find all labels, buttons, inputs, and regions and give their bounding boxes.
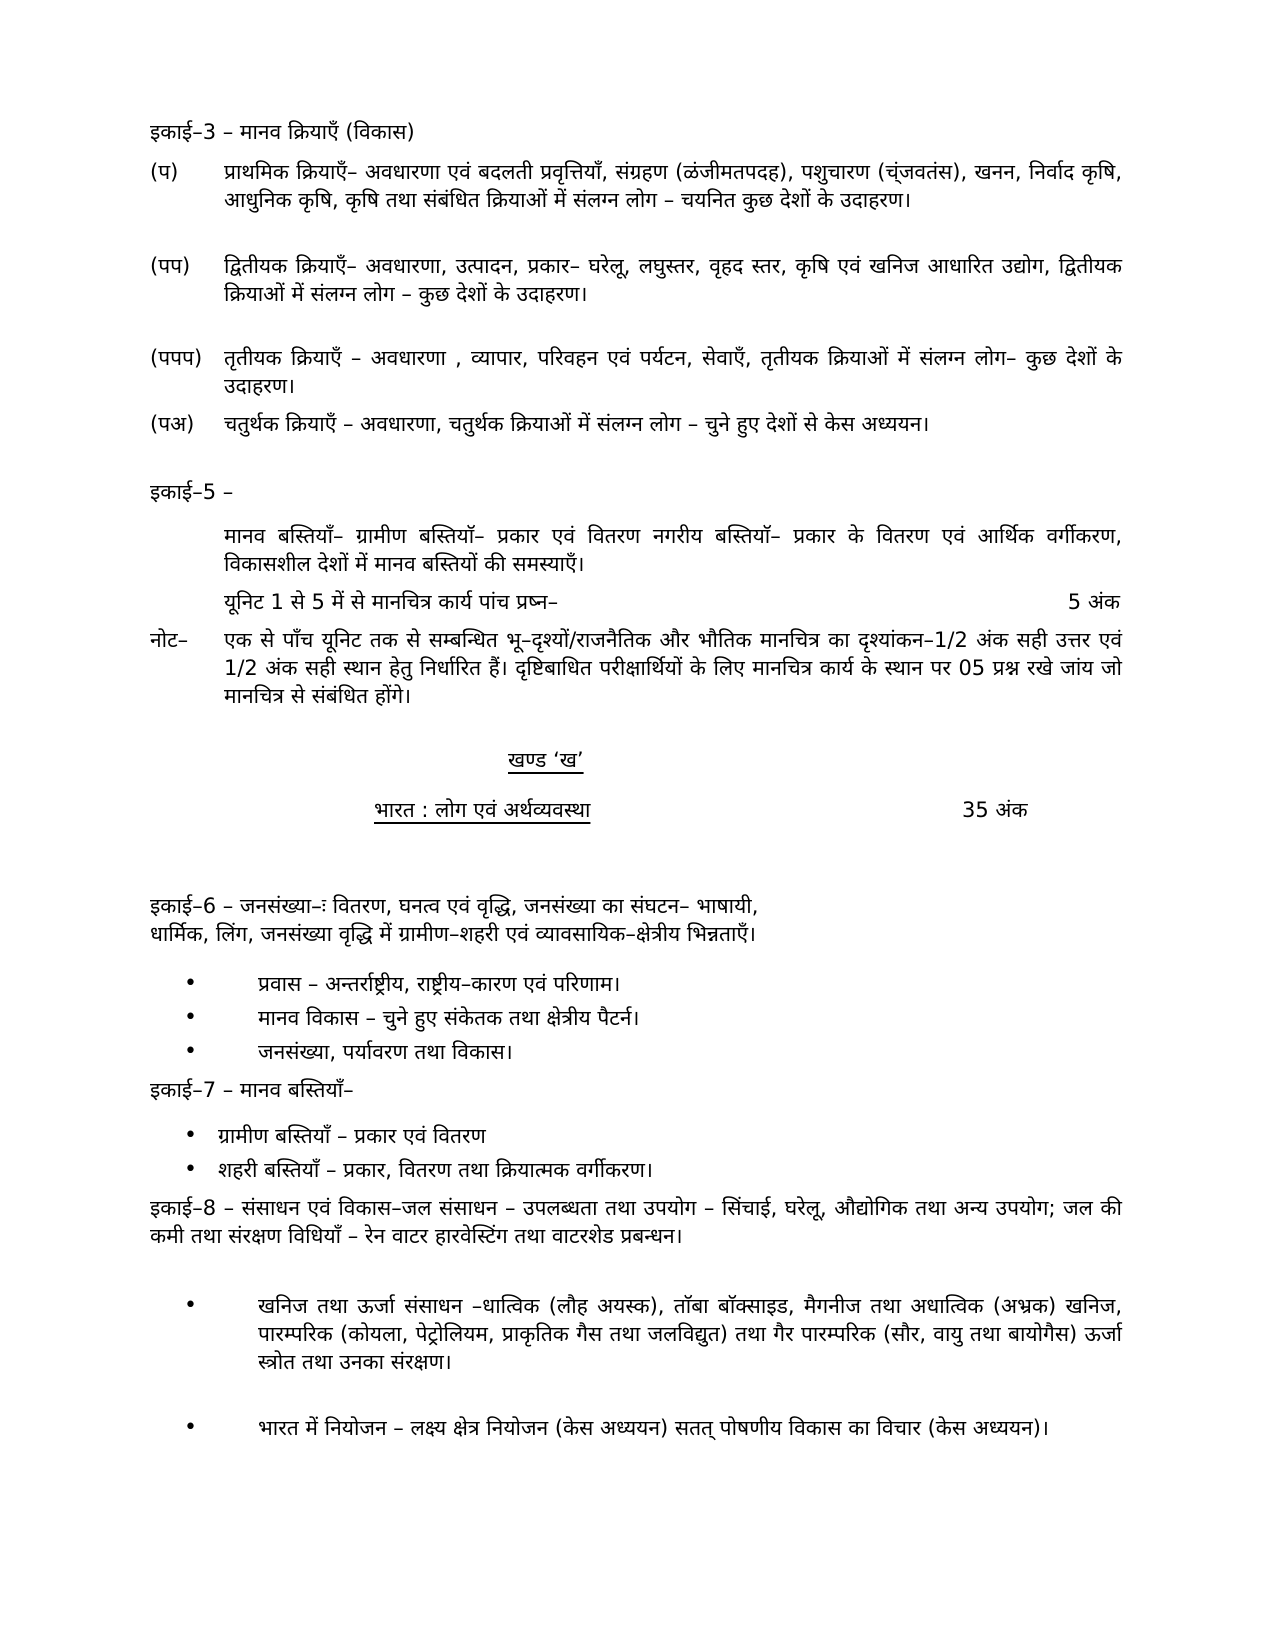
bullet-icon: • (184, 1157, 197, 1182)
unit3-heading: इकाई–3 – मानव क्रियाएँ (विकास) (150, 120, 415, 144)
unit5-text: मानव बस्तियाँ– ग्रामीण बस्तियाॅ– प्रकार एवं वितरण नगरीय बस्तियाॅ– प्रकार के वितरण एवं आर्थिक वर्गीकरण, विकासशील देशों में मानव बस्तियों की समस्याएँ। (224, 524, 1122, 576)
map-work-line: यूनिट 1 से 5 में से मानचित्र कार्य पांच प्रष्न– (224, 590, 559, 614)
unit5-heading: इकाई–5 – (150, 480, 234, 504)
unit8-text: इकाई–8 – संसाधन एवं विकास–जल संसाधन – उपलब्धता तथा उपयोग – सिंचाई, घरेलू, औद्योगिक तथा अन्य उपयोग; जल की कमी तथा संरक्षण विधियाँ – रेन वाटर हारवेस्टिंग तथा वाटरशेड प्रबन्धन। (150, 1196, 1122, 1248)
unit7-heading: इकाई–7 – मानव बस्तियाँ– (150, 1078, 354, 1102)
unit8-bullet2: भारत में नियोजन – लक्ष्य क्षेत्र नियोजन (केस अध्ययन) सतत् पोषणीय विकास का विचार (केस अध्ययन)। (258, 1416, 1049, 1440)
bullet-icon: • (184, 1123, 197, 1148)
unit6-line2: धार्मिक, लिंग, जनसंख्या वृद्धि में ग्रामीण–शहरी एवं व्यावसायिक–क्षेत्रीय भिन्नताएँ। (150, 922, 757, 946)
map-work-marks: 5 अंक (1067, 590, 1120, 614)
note-text: एक से पाँच यूनिट तक से सम्बन्धित भू–दृश्यों/राजनैतिक और भौतिक मानचित्र का दृश्यांकन–1/2 अंक सही उत्तर एवं 1/2 अंक सही स्थान हेतु निर्धारित हैं। दृष्टिबाधित परीक्षार्थियों के लिए मानचित्र कार्य के स्थान पर 05 प्रश्न रखे जांय जो मानचित्र से संबंधित होंगे। (224, 628, 1122, 708)
bullet-icon: • (184, 1005, 197, 1030)
unit6-bullet3: जनसंख्या, पर्यावरण तथा विकास। (258, 1040, 513, 1064)
section-title: खण्ड ‘ख’ (508, 748, 584, 772)
section-subtitle: भारत : लोग एवं अर्थव्यवस्था (374, 798, 591, 822)
unit3-item3-text: तृतीयक क्रियाएँ – अवधारणा , व्यापार, परिवहन एवं पर्यटन, सेवाएँ, तृतीयक क्रियाओं में संलग्न लोग– कुछ देशों के उदाहरण। (224, 346, 1122, 398)
section-marks: 35 अंक (962, 798, 1028, 822)
bullet-icon: • (184, 1039, 197, 1064)
unit3-item1-text: प्राथमिक क्रियाएँ– अवधारणा एवं बदलती प्रवृत्तियाँ, संग्रहण (ळंजीमतपदह), पशुचारण (च्ंजवतंस), खनन, निर्वाद कृषि, आधुनिक कृषि, कृषि तथा संबंधित क्रियाओं में संलग्न लोग – चयनित कुछ देशों के उदाहरण। (224, 160, 1122, 212)
bullet-icon: • (184, 1293, 197, 1318)
unit6-bullet1: प्रवास – अन्तर्राष्ट्रीय, राष्ट्रीय–कारण एवं परिणाम। (258, 972, 621, 996)
unit8-bullet1: खनिज तथा ऊर्जा संसाधन –धात्विक (लौह अयस्क), ताॅबा बाॅक्साइड, मैगनीज तथा अधात्विक (अभ्रक) खनिज, पारम्परिक (कोयला, पेट्रोलियम, प्राकृतिक गैस तथा जलविद्युत) तथा गैर पारम्परिक (सौर, वायु तथा बायोगैस) ऊर्जा स्त्रोत तथा उनका संरक्षण। (258, 1294, 1122, 1374)
unit3-item2-label: (पप) (150, 254, 191, 278)
unit6-bullet2: मानव विकास – चुने हुए संकेतक तथा क्षेत्रीय पैटर्न। (258, 1006, 640, 1030)
unit3-item4-text: चतुर्थक क्रियाएँ – अवधारणा, चतुर्थक क्रियाओं में संलग्न लोग – चुने हुए देशों से केस अध्ययन। (224, 412, 930, 436)
bullet-icon: • (184, 971, 197, 996)
unit3-item2-text: द्वितीयक क्रियाएँ– अवधारणा, उत्पादन, प्रकार– घरेलू, लघुस्तर, वृहद स्तर, कृषि एवं खनिज आधारित उद्योग, द्वितीयक क्रियाओं में संलग्न लोग – कुछ देशों के उदाहरण। (224, 254, 1122, 306)
unit6-line1: इकाई–6 – जनसंख्या–ः वितरण, घनत्व एवं वृद्धि, जनसंख्या का संघटन– भाषायी, (150, 894, 759, 918)
unit3-item3-label: (पपप) (150, 346, 203, 370)
bullet-icon: • (184, 1415, 197, 1440)
note-label: नोट– (150, 628, 189, 652)
unit7-bullet2: शहरी बस्तियाँ – प्रकार, वितरण तथा क्रियात्मक वर्गीकरण। (218, 1158, 653, 1182)
unit3-item1-label: (प) (150, 160, 179, 184)
unit3-item4-label: (पअ) (150, 412, 195, 436)
unit7-bullet1: ग्रामीण बस्तियाँ – प्रकार एवं वितरण (218, 1124, 486, 1148)
